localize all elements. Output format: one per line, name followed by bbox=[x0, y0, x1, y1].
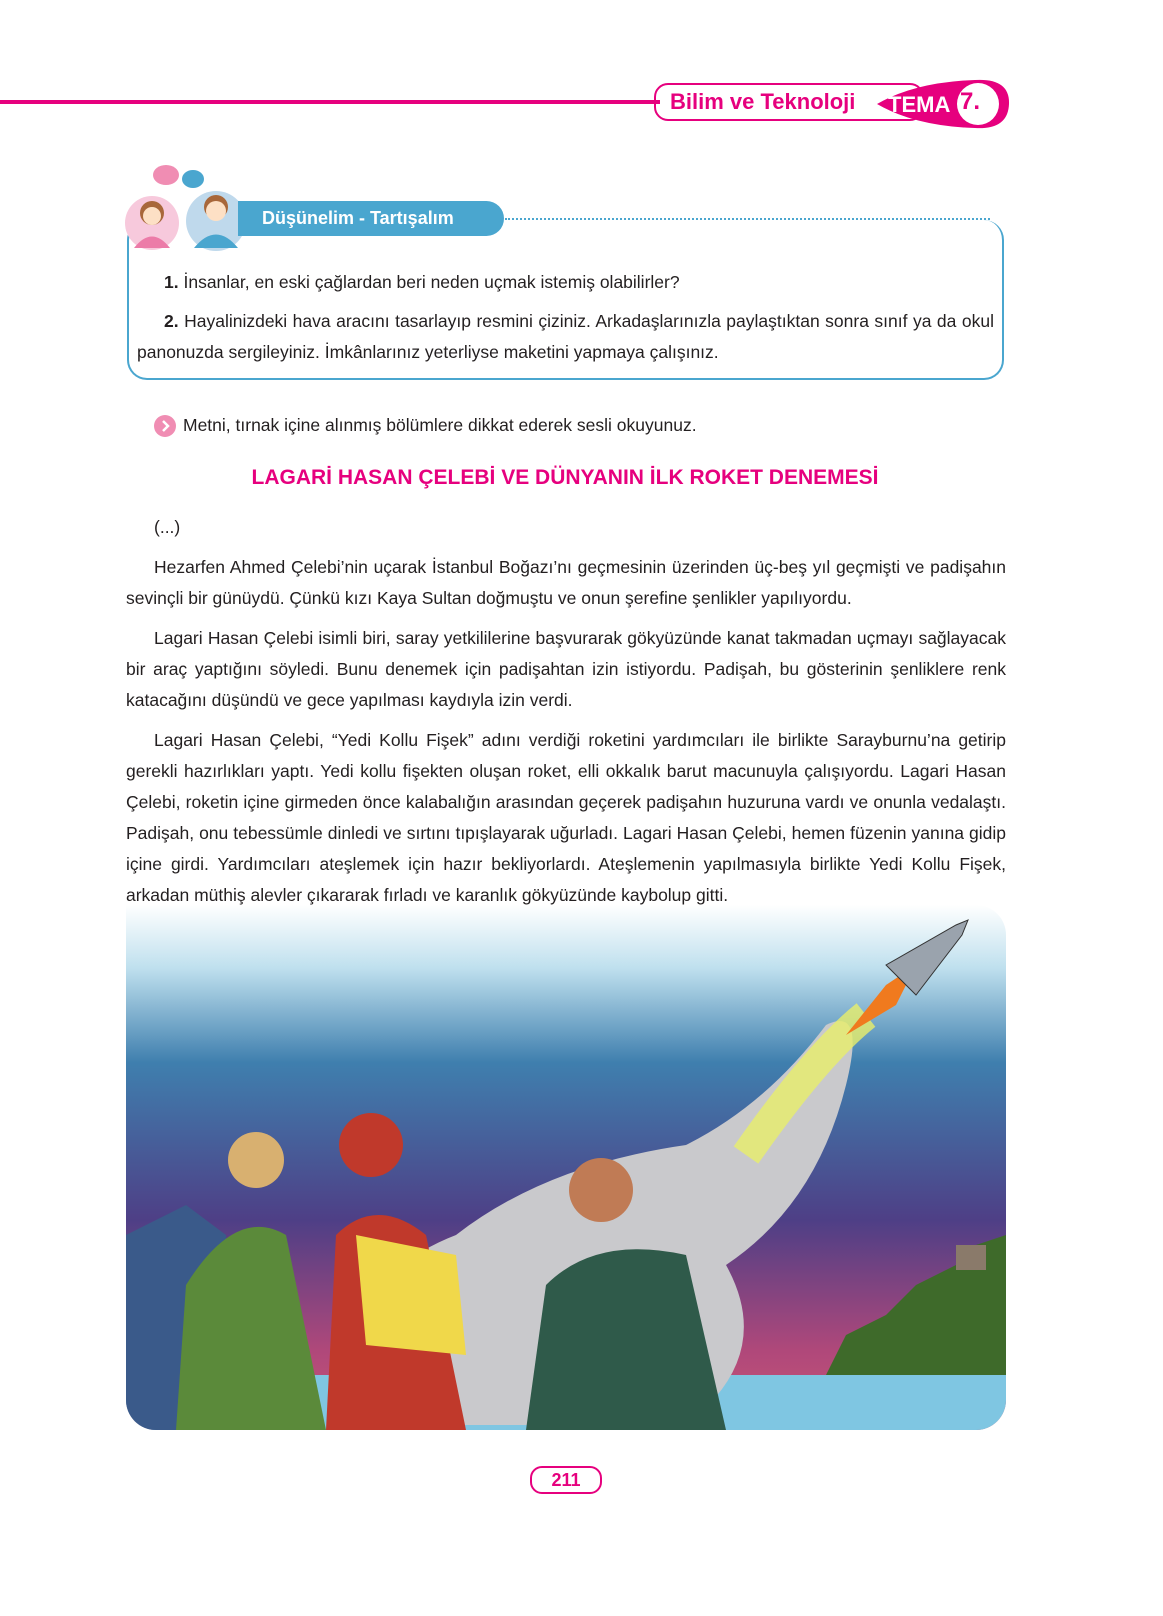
q1-number: 1. bbox=[164, 272, 179, 292]
page-number: 211 bbox=[530, 1466, 602, 1494]
paragraph: Lagari Hasan Çelebi, “Yedi Kollu Fişek” adını verdiği roketini yardımcıları ile birlikte Sarayburnu’na getirip gerekli hazırlıkları yaptı. Yedi kollu fişekten oluşan roket, elli okkalık barut macunuyla çalışıyordu. Lagari Hasan Çelebi, roketin içine girmeden önce kalabalığın arasından geçerek padişahın huzuruna vardı ve onunla vedalaştı. Padişah, onu tebessümle dinledi ve sırtını tıpışlayarak uğurladı. Lagari Hasan Çelebi, hemen füzenin yanına gidip içine girdi. Yardımcıları ateşlemek için hazır bekliyorlardı. Ateşlemenin yapılmasıyla birlikte Yedi Kollu Fişek, arkadan müthiş alevler çıkararak fırladı ve karanlık gökyüzünde kaybolup gitti. bbox=[126, 730, 1006, 905]
paragraph: Hezarfen Ahmed Çelebi’nin uçarak İstanbul Boğazı’nı geçmesinin üzerinden üç-beş yıl geçmişti ve padişahın sevinçli bir günüydü. Çünkü kızı Kaya Sultan doğmuştu ve onun şerefine şenlikler yapılıyordu. bbox=[126, 557, 1006, 608]
question-1 bbox=[164, 267, 680, 298]
theme-title: Bilim ve Teknoloji bbox=[670, 89, 856, 114]
chevron-right-icon bbox=[153, 414, 177, 438]
question-2 bbox=[137, 306, 994, 368]
story-title: LAGARİ HASAN ÇELEBİ VE DÜNYANIN İLK ROKET DENEMESİ bbox=[251, 466, 879, 489]
reading-instruction: Metni, tırnak içine alınmış bölümlere dikkat ederek sesli okuyunuz. bbox=[183, 415, 697, 435]
students-avatar-icon bbox=[122, 163, 247, 255]
q2-text: Hayalinizdeki hava aracını tasarlayıp resmini çiziniz. Arkadaşlarınızla paylaştıktan sonra sınıf ya da okul panonuzda sergileyiniz. İmkânlarınız yeterliyse maketini yapmaya çalışınız. bbox=[137, 311, 994, 362]
story-body bbox=[126, 512, 1006, 920]
dotted-rule bbox=[505, 218, 990, 220]
discussion-label: Düşünelim - Tartışalım bbox=[262, 208, 454, 228]
ellipsis: (...) bbox=[154, 517, 181, 537]
q2-number: 2. bbox=[164, 311, 179, 331]
tema-number: 7. bbox=[960, 88, 981, 115]
discussion-tab bbox=[238, 201, 504, 236]
header-rule bbox=[0, 100, 660, 104]
tema-label: TEMA bbox=[888, 92, 951, 117]
paragraph: Lagari Hasan Çelebi isimli biri, saray yetkililerine başvurarak gökyüzünde kanat takmadan uçmayı sağlayacak bir araç yaptığını söyledi. Bunu denemek için padişahtan izin istiyordu. Padişah, bu gösterinin şenliklere renk katacağını düşündü ve gece yapılması kaydıyla izin verdi. bbox=[126, 628, 1006, 710]
q1-text: İnsanlar, en eski çağlardan beri neden uçmak istemiş olabilirler? bbox=[183, 272, 680, 292]
rocket-launch-illustration bbox=[126, 905, 1006, 1430]
